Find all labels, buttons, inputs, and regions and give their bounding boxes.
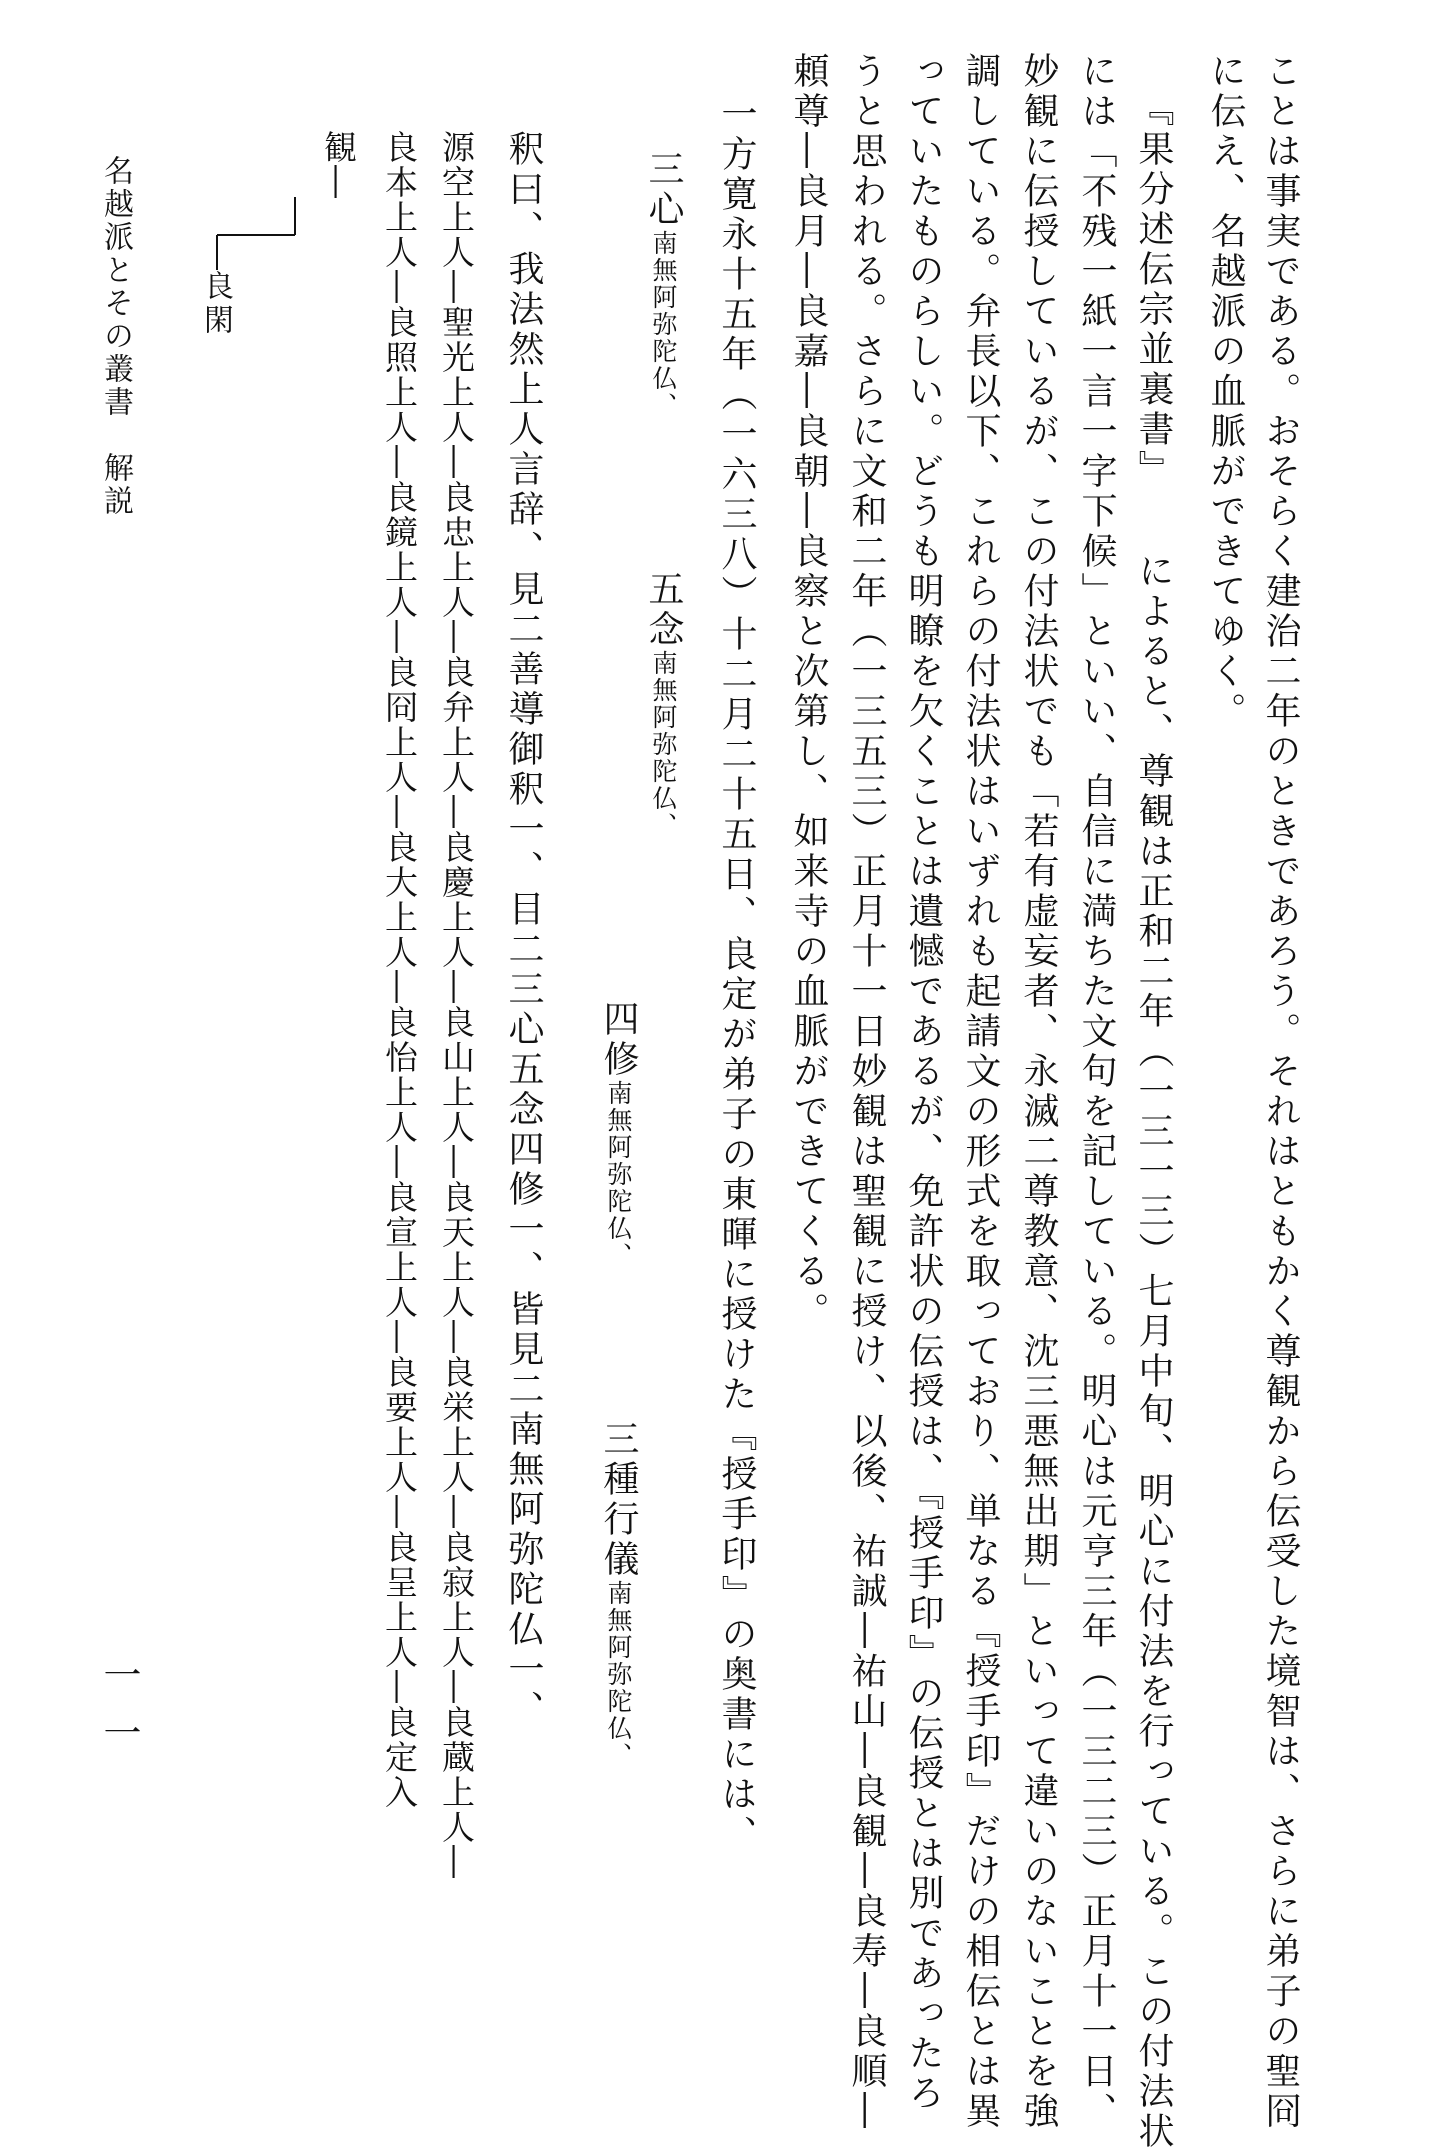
text-line: に伝え、名越派の血脈ができてゆく。 — [1205, 52, 1246, 732]
lineage-line: 源空上人―聖光上人―良忠上人―良弁上人―良慶上人―良山上人―良天上人―良栄上人―良寂上人―良蔵上人― — [437, 130, 476, 1880]
nenbutsu-item — [643, 150, 684, 419]
nenbutsu-term: 五念 — [643, 570, 684, 650]
text-line: 『果分述伝宗並裏書』 によると、尊観は正和二年（一三一三）七月中旬、明心に付法を行っている。この付法状 — [1133, 90, 1174, 2152]
nenbutsu-term: 三種行儀 — [598, 1420, 639, 1580]
text-line: っていたものらしい。どうも明瞭を欠くことは遺憾であるが、免許状の伝授は、『授手印』の伝授とは別であったろ — [903, 52, 944, 2114]
text-line: 頼尊―良月―良嘉―良朝―良察と次第し、如来寺の血脈ができてくる。 — [788, 52, 829, 1332]
page-number: 一一 — [97, 1655, 141, 1771]
nenbutsu-item — [598, 1420, 639, 1769]
nenbutsu-term: 四修 — [598, 1000, 639, 1080]
text-line: には「不残一紙一言一字下候」といい、自信に満ちた文句を記している。明心は元亨三年（一三二三）正月十一日、 — [1076, 52, 1117, 2132]
nenbutsu-note: 南無阿弥陀仏、 — [649, 650, 678, 839]
text-line: ことは事実である。おそらく建治二年のときであろう。それはともかく尊観から伝受した境智は、さらに弟子の聖冏 — [1260, 52, 1301, 2132]
text-line: 妙観に伝授しているが、この付法状でも「若有虚妄者、永滅二尊教意、沈三悪無出期」といって違いのないことを強 — [1018, 52, 1059, 2132]
text-line: 釈曰、我法然上人言辞、見二善導御釈一、目二三心五念四修一、皆見二南無阿弥陀仏一、 — [503, 130, 544, 1730]
nenbutsu-item — [643, 570, 684, 839]
lineage-branch-connector — [185, 195, 305, 275]
text-line: 一方寛永十五年（一六三八）十二月二十五日、良定が弟子の東暉に授けた『授手印』の奥書には、 — [716, 95, 757, 1855]
nenbutsu-note: 南無阿弥陀仏、 — [604, 1580, 633, 1769]
nenbutsu-note: 南無阿弥陀仏、 — [604, 1080, 633, 1269]
lineage-branch-name: 良閑 — [198, 270, 233, 338]
text-line: 調している。弁長以下、これらの付法状はいずれも起請文の形式を取っており、単なる『授手印』だけの相伝とは異 — [960, 52, 1001, 2132]
text-line: うと思われる。さらに文和二年（一三五三）正月十一日妙観は聖観に授け、以後、祐誠―祐山―良観―良寿―良順― — [846, 52, 887, 2132]
nenbutsu-item — [598, 1000, 639, 1269]
nenbutsu-note: 南無阿弥陀仏、 — [649, 230, 678, 419]
lineage-line: 観― — [319, 130, 358, 200]
lineage-line: 良本上人―良照上人―良鏡上人―良冏上人―良大上人―良怡上人―良宣上人―良要上人―良呈上人―良定入 — [380, 130, 419, 1810]
running-title: 名越派とその叢書 解説 — [98, 155, 133, 518]
nenbutsu-term: 三心 — [643, 150, 684, 230]
